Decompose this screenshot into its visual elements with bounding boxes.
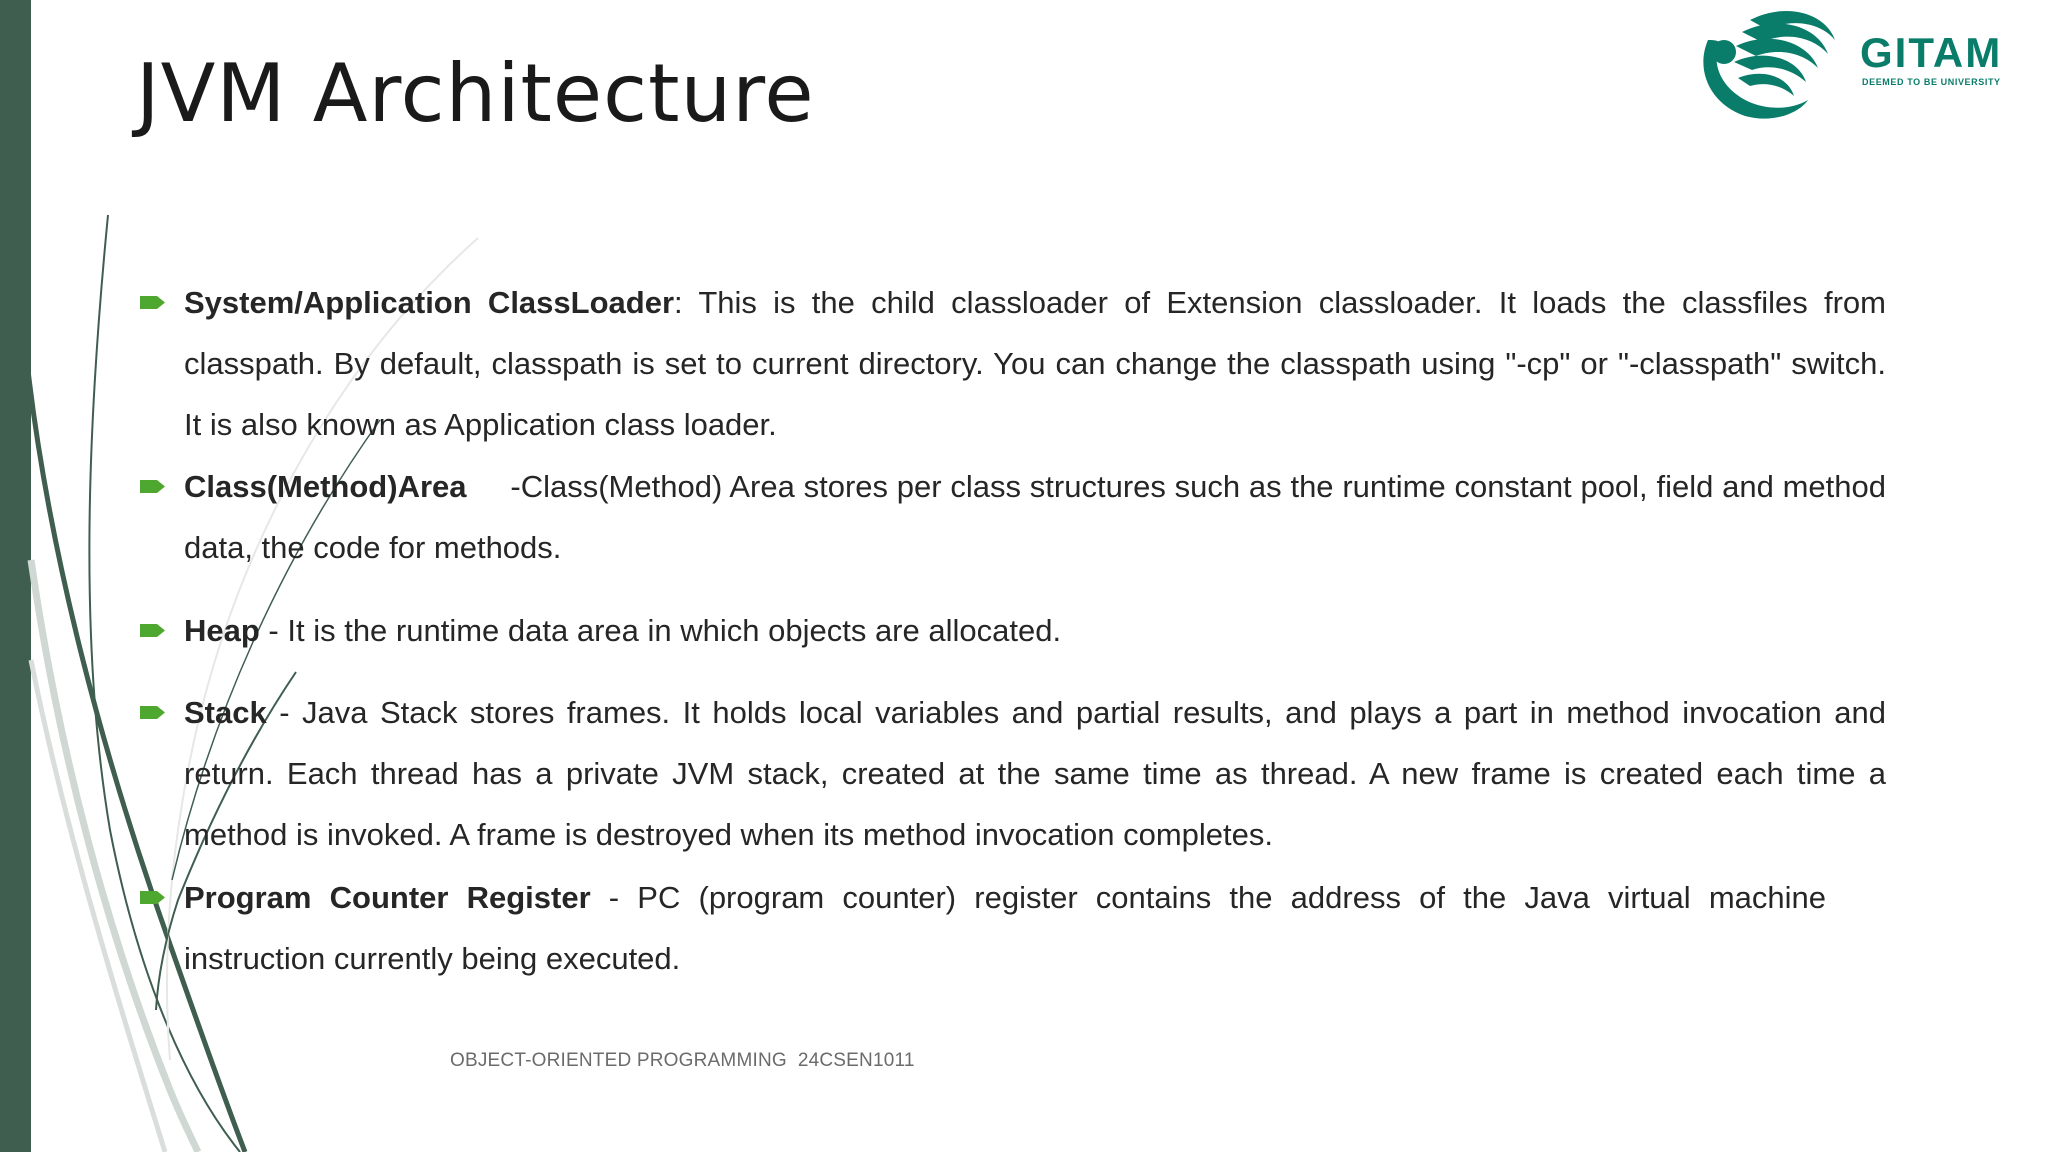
gitam-emblem-icon [1690, 0, 1840, 122]
bullet-arrow-icon [140, 622, 166, 639]
bullet-arrow-icon [140, 478, 166, 495]
bullet-term: Class(Method)Area [184, 469, 467, 504]
bullet-term: Heap [184, 613, 260, 648]
bullet-method-area [136, 456, 1895, 578]
logo-wordmark: GITAM [1860, 29, 2003, 76]
bullet-text: : This is the child classloader of Extension classloader. It loads the classfiles from classpath. By default, classpath is set to current directory. You can change the classpath using "-cp" or "-classpath" switch. It is also known as Application class loader. [184, 285, 1886, 442]
bullet-text: - PC (program counter) register contains the address of the Java virtual machine instruction currently being executed. [184, 880, 1826, 976]
logo-subtitle: DEEMED TO BE UNIVERSITY [1862, 77, 2001, 87]
slide-title: JVM Architecture [136, 47, 815, 140]
slide-footer: OBJECT-ORIENTED PROGRAMMING 24CSEN1011 [450, 1050, 915, 1071]
bullet-list [136, 272, 1895, 989]
bullet-stack [136, 682, 1886, 865]
bullet-arrow-icon [140, 294, 166, 311]
bullet-pc-register [136, 867, 1886, 989]
bullet-text: - Java Stack stores frames. It holds local variables and partial results, and plays a part in method invocation and return. Each thread has a private JVM stack, created at the same time as thread. A new frame is created each time a method is invoked. A frame is destroyed when its method invocation completes. [184, 695, 1886, 852]
bullet-term: Program Counter Register [184, 880, 591, 915]
bullet-arrow-icon [140, 889, 166, 906]
gitam-logo [1690, 0, 2040, 122]
bullet-classloader [136, 272, 1886, 455]
bullet-term: Stack [184, 695, 267, 730]
bullet-term: System/Application ClassLoader [184, 285, 675, 320]
bullet-text: - It is the runtime data area in which objects are allocated. [259, 613, 1062, 648]
bullet-heap [136, 600, 1886, 661]
bullet-text: -Class(Method) Area stores per class structures such as the runtime constant pool, field and method data, the code for methods. [184, 469, 1895, 565]
bullet-arrow-icon [140, 704, 166, 721]
